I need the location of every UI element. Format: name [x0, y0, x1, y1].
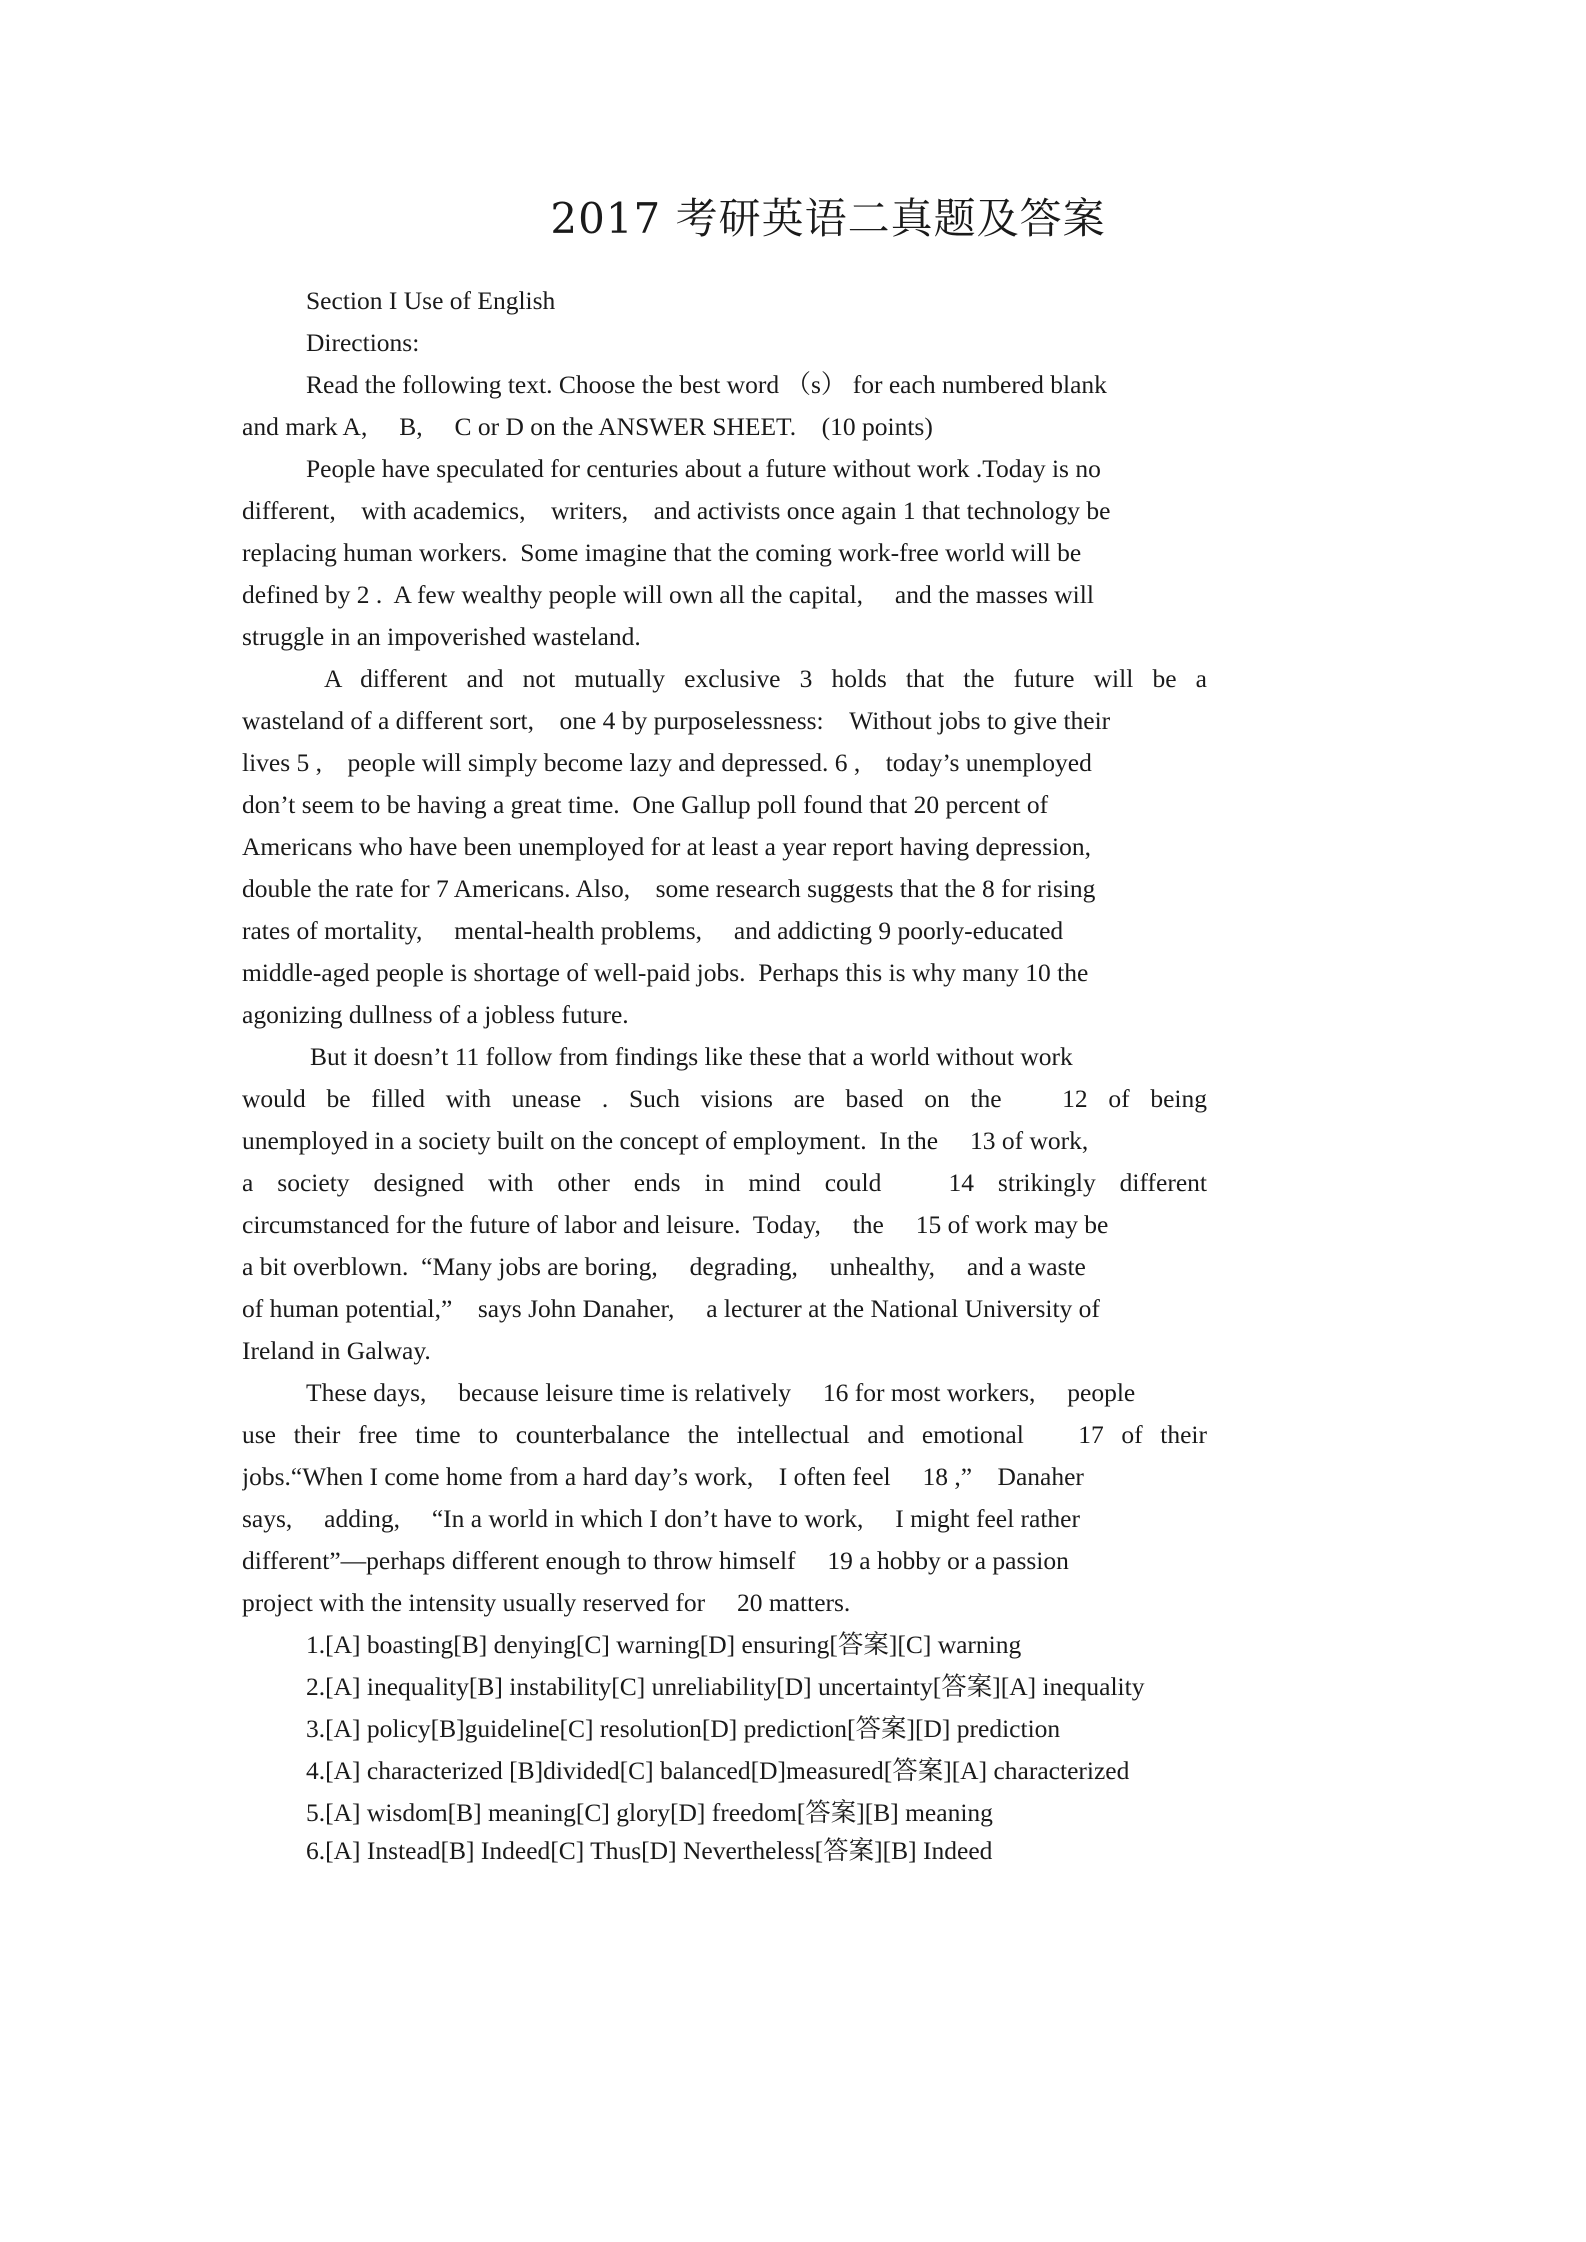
- passage-line: would be filled with unease . Such visions are based on the 12 of being: [242, 1084, 1207, 1113]
- passage-paragraph: [242, 1036, 1207, 1372]
- passage-line: different, with academics, writers, and activists once again 1 that technology be: [242, 496, 1111, 525]
- passage-paragraph: [242, 1372, 1207, 1624]
- passage-line: jobs.“When I come home from a hard day’s work, I often feel 18 ,” Danaher: [242, 1462, 1084, 1491]
- exam-content: [242, 280, 1207, 1872]
- section-heading: Section I Use of English: [306, 286, 556, 315]
- passage-line: a society designed with other ends in mind could 14 strikingly different: [242, 1168, 1207, 1197]
- passage-line: use their free time to counterbalance the intellectual and emotional 17 of their: [242, 1420, 1207, 1449]
- passage-line: defined by 2 . A few wealthy people will own all the capital, and the masses will: [242, 580, 1094, 609]
- passage-line: struggle in an impoverished wasteland.: [242, 622, 641, 651]
- passage-line: Americans who have been unemployed for at least a year report having depression,: [242, 832, 1091, 861]
- answer-item: 1.[A] boasting[B] denying[C] warning[D] ensuring[答案][C] warning: [306, 1630, 1022, 1659]
- passage-line: A different and not mutually exclusive 3 holds that the future will be a: [324, 664, 1207, 693]
- passage-line: Ireland in Galway.: [242, 1336, 431, 1365]
- directions-line: Read the following text. Choose the best word （s） for each numbered blank: [306, 370, 1107, 399]
- passage-line: wasteland of a different sort, one 4 by purposelessness: Without jobs to give their: [242, 706, 1111, 735]
- answer-item: 4.[A] characterized [B]divided[C] balanced[D]measured[答案][A] characterized: [306, 1756, 1130, 1785]
- answer-item: 2.[A] inequality[B] instability[C] unreliability[D] uncertainty[答案][A] inequality: [306, 1672, 1145, 1701]
- passage-line: lives 5 , people will simply become lazy and depressed. 6 , today’s unemployed: [242, 748, 1092, 777]
- passage-line: a bit overblown. “Many jobs are boring, degrading, unhealthy, and a waste: [242, 1252, 1086, 1281]
- answer-item: 5.[A] wisdom[B] meaning[C] glory[D] freedom[答案][B] meaning: [306, 1798, 993, 1827]
- passage-line: replacing human workers. Some imagine that the coming work-free world will be: [242, 538, 1082, 567]
- page-title: 2017 考研英语二真题及答案: [550, 194, 1106, 243]
- passage-line: of human potential,” says John Danaher, a lecturer at the National University of: [242, 1294, 1100, 1323]
- passage-paragraph: [242, 658, 1207, 1036]
- passage-line: don’t seem to be having a great time. One Gallup poll found that 20 percent of: [242, 790, 1049, 819]
- passage-line: middle-aged people is shortage of well-paid jobs. Perhaps this is why many 10 the: [242, 958, 1089, 987]
- answer-item: 6.[A] Instead[B] Indeed[C] Thus[D] Nevertheless[答案][B] Indeed: [306, 1836, 993, 1865]
- passage-line: different”—perhaps different enough to throw himself 19 a hobby or a passion: [242, 1546, 1069, 1575]
- passage-line: says, adding, “In a world in which I don’t have to work, I might feel rather: [242, 1504, 1080, 1533]
- passage-line: double the rate for 7 Americans. Also, some research suggests that the 8 for rising: [242, 874, 1096, 903]
- passage-line: unemployed in a society built on the concept of employment. In the 13 of work,: [242, 1126, 1089, 1155]
- passage-line: These days, because leisure time is relatively 16 for most workers, people: [306, 1378, 1136, 1407]
- passage-line: agonizing dullness of a jobless future.: [242, 1000, 629, 1029]
- directions-line: and mark A, B, C or D on the ANSWER SHEET. (10 points): [242, 412, 933, 441]
- passage-line: People have speculated for centuries about a future without work .Today is no: [306, 454, 1101, 483]
- answer-list: [242, 1624, 1207, 1872]
- passage-line: rates of mortality, mental-health problems, and addicting 9 poorly-educated: [242, 916, 1064, 945]
- answer-item: 3.[A] policy[B]guideline[C] resolution[D] prediction[答案][D] prediction: [306, 1714, 1061, 1743]
- passage-line: circumstanced for the future of labor and leisure. Today, the 15 of work may be: [242, 1210, 1109, 1239]
- directions-label: Directions:: [306, 328, 420, 357]
- passage-line: But it doesn’t 11 follow from findings like these that a world without work: [310, 1042, 1073, 1071]
- passage-paragraph: [242, 448, 1207, 658]
- passage-line: project with the intensity usually reserved for 20 matters.: [242, 1588, 851, 1617]
